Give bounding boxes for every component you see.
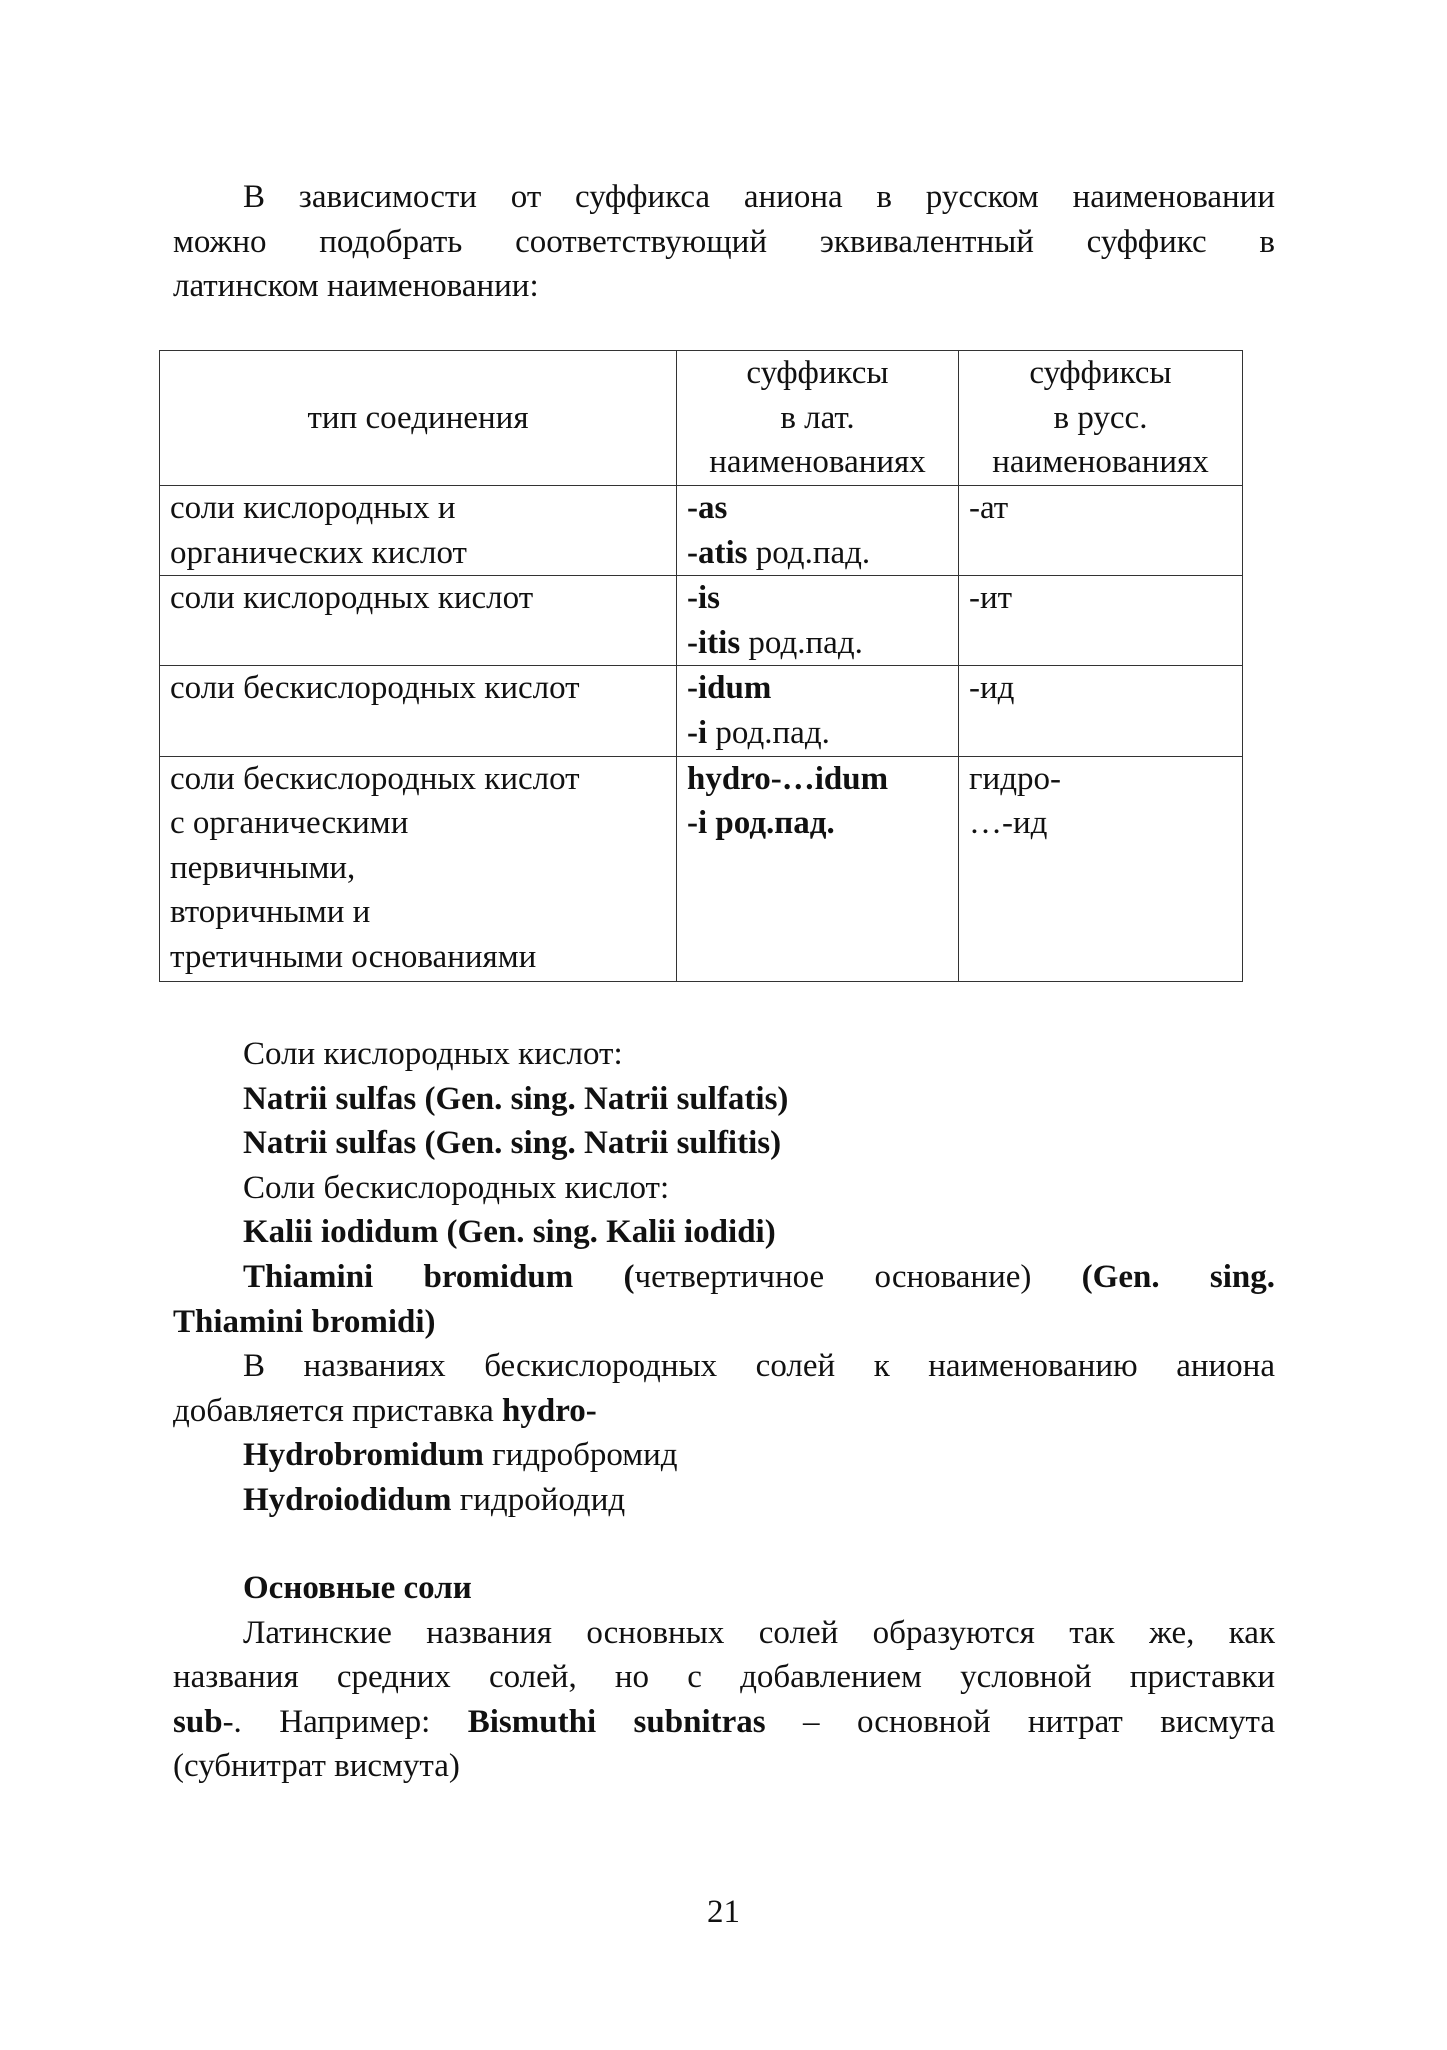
example-thiamini-line-2: Thiamini bromidi) <box>173 1303 436 1340</box>
russian-suffix: …-ид <box>969 805 1048 842</box>
russian-suffix: гидро- <box>969 760 1061 797</box>
example-thiamini-line-1 <box>173 1255 1275 1300</box>
basic-line-2: названия средних солей, но с добавлением условной приставки <box>173 1659 1275 1696</box>
header-russian-line-3: наименованиях <box>992 444 1209 481</box>
oxy-acids-heading: Соли кислородных кислот: <box>243 1036 623 1072</box>
latin-suffix-cell <box>677 576 959 666</box>
hydroiodidum-example <box>173 1478 1275 1523</box>
latin-suffix: -idum <box>687 670 772 707</box>
table-row <box>160 576 1243 666</box>
latin-suffix: -is <box>687 580 720 617</box>
cell-line: третичными основаниями <box>170 938 537 975</box>
table-row <box>160 486 1243 576</box>
compound-type-cell <box>160 486 677 576</box>
russian-suffix-cell <box>959 576 1243 666</box>
example-natrii-sulfas-2: Natrii sulfas (Gen. sing. Natrii sulfitis) <box>243 1125 782 1162</box>
latin-suffix-cell <box>677 666 959 756</box>
intro-line-1: В зависимости от суффикса аниона в русском наименовании <box>243 179 1275 215</box>
cell-line: органических кислот <box>170 534 467 571</box>
table-row <box>160 666 1243 756</box>
hydro-line-1: В названиях бескислородных солей к наименованию аниона <box>243 1348 1275 1384</box>
thiamini-note: четвертичное основание <box>634 1258 1021 1295</box>
hydro-line-2 <box>173 1389 1275 1434</box>
hydrobromidum-latin: Hydrobromidum <box>243 1437 484 1474</box>
basic-salts-heading: Основные соли <box>243 1570 472 1606</box>
thiamini-name: Thiamini bromidum <box>243 1258 574 1295</box>
hydro-paragraph <box>173 1344 1275 1522</box>
header-russian-suffixes <box>959 351 1243 486</box>
basic-line-1: Латинские названия основных солей образуются так же, как <box>243 1614 1275 1651</box>
cell-line: соли кислородных кислот <box>170 580 534 617</box>
example-kalii-iodidum: Kalii iodidum (Gen. sing. Kalii iodidi) <box>243 1214 776 1251</box>
header-latin-line-1: суффиксы <box>746 355 889 392</box>
latin-suffix-cell <box>677 756 959 981</box>
cell-line: соли бескислородных кислот <box>170 760 580 797</box>
latin-suffix: hydro-…idum <box>687 760 889 797</box>
page-number: 21 <box>707 1894 740 1930</box>
example-natrii-sulfas-1: Natrii sulfas (Gen. sing. Natrii sulfatis) <box>243 1080 789 1117</box>
genitive-note: род.пад. <box>740 624 863 661</box>
russian-suffix: -ат <box>969 490 1009 526</box>
cell-line: соли кислородных и <box>170 490 456 526</box>
bismuthi-subnitras: Bismuthi subnitras <box>467 1703 766 1740</box>
table-header-row <box>160 351 1243 486</box>
latin-genitive-suffix: -itis <box>687 624 741 661</box>
latin-suffix: -as <box>687 490 728 526</box>
suffix-table <box>159 350 1243 982</box>
header-latin-suffixes <box>677 351 959 486</box>
cell-line: первичными, <box>170 849 356 886</box>
examples-section <box>173 1032 1275 1344</box>
latin-genitive-suffix: -i <box>687 714 708 751</box>
hydroiodidum-latin: Hydroiodidum <box>243 1481 452 1518</box>
hydrobromidum-russian: гидробромид <box>483 1437 678 1474</box>
russian-suffix: -ит <box>969 580 1013 617</box>
intro-line-3: латинском наименовании: <box>173 268 539 305</box>
genitive-note: род.пад. <box>707 714 830 751</box>
russian-suffix-cell <box>959 486 1243 576</box>
bismuthi-translation: – основной нитрат висмута <box>765 1703 1275 1740</box>
latin-genitive-suffix: -i <box>687 805 708 842</box>
hydrobromidum-example <box>173 1433 1275 1478</box>
genitive-note: род.пад. <box>747 534 871 571</box>
header-compound-type: тип соединения <box>160 351 677 486</box>
sub-prefix: sub <box>173 1703 223 1740</box>
genitive-note: род.пад. <box>707 805 835 842</box>
russian-suffix: -ид <box>969 670 1015 707</box>
latin-genitive-suffix: -atis <box>687 534 748 571</box>
thiamini-gen-start: (Gen. sing. <box>1081 1258 1275 1295</box>
basic-salts-section <box>173 1566 1275 1789</box>
table-row <box>160 756 1243 981</box>
basic-line-3 <box>173 1700 1275 1745</box>
header-russian-line-2: в русс. <box>1053 399 1148 436</box>
intro-line-2: можно подобрать соответствующий эквивалентный суффикс в <box>173 223 1275 260</box>
header-latin-line-3: наименованиях <box>709 444 926 481</box>
cell-line: соли бескислородных кислот <box>170 670 580 707</box>
compound-type-cell <box>160 756 677 981</box>
intro-paragraph <box>173 175 1275 309</box>
hydro-prefix: hydro- <box>502 1392 597 1429</box>
cell-line: с органическими <box>170 805 409 842</box>
compound-type-cell <box>160 576 677 666</box>
example-lead: -. Например: <box>222 1703 468 1740</box>
russian-suffix-cell <box>959 666 1243 756</box>
latin-suffix-cell <box>677 486 959 576</box>
paren-close: ) <box>1020 1258 1082 1295</box>
basic-line-4: (субнитрат висмута) <box>173 1748 460 1785</box>
header-russian-line-1: суффиксы <box>1029 355 1172 392</box>
hydroiodidum-russian: гидройодид <box>451 1481 626 1518</box>
hydro-text: добавляется приставка <box>173 1392 503 1429</box>
russian-suffix-cell <box>959 756 1243 981</box>
header-latin-line-2: в лат. <box>780 399 855 436</box>
paren-open: ( <box>573 1258 635 1295</box>
cell-line: вторичными и <box>170 894 371 931</box>
anoxy-acids-heading: Соли бескислородных кислот: <box>243 1169 670 1206</box>
compound-type-cell <box>160 666 677 756</box>
